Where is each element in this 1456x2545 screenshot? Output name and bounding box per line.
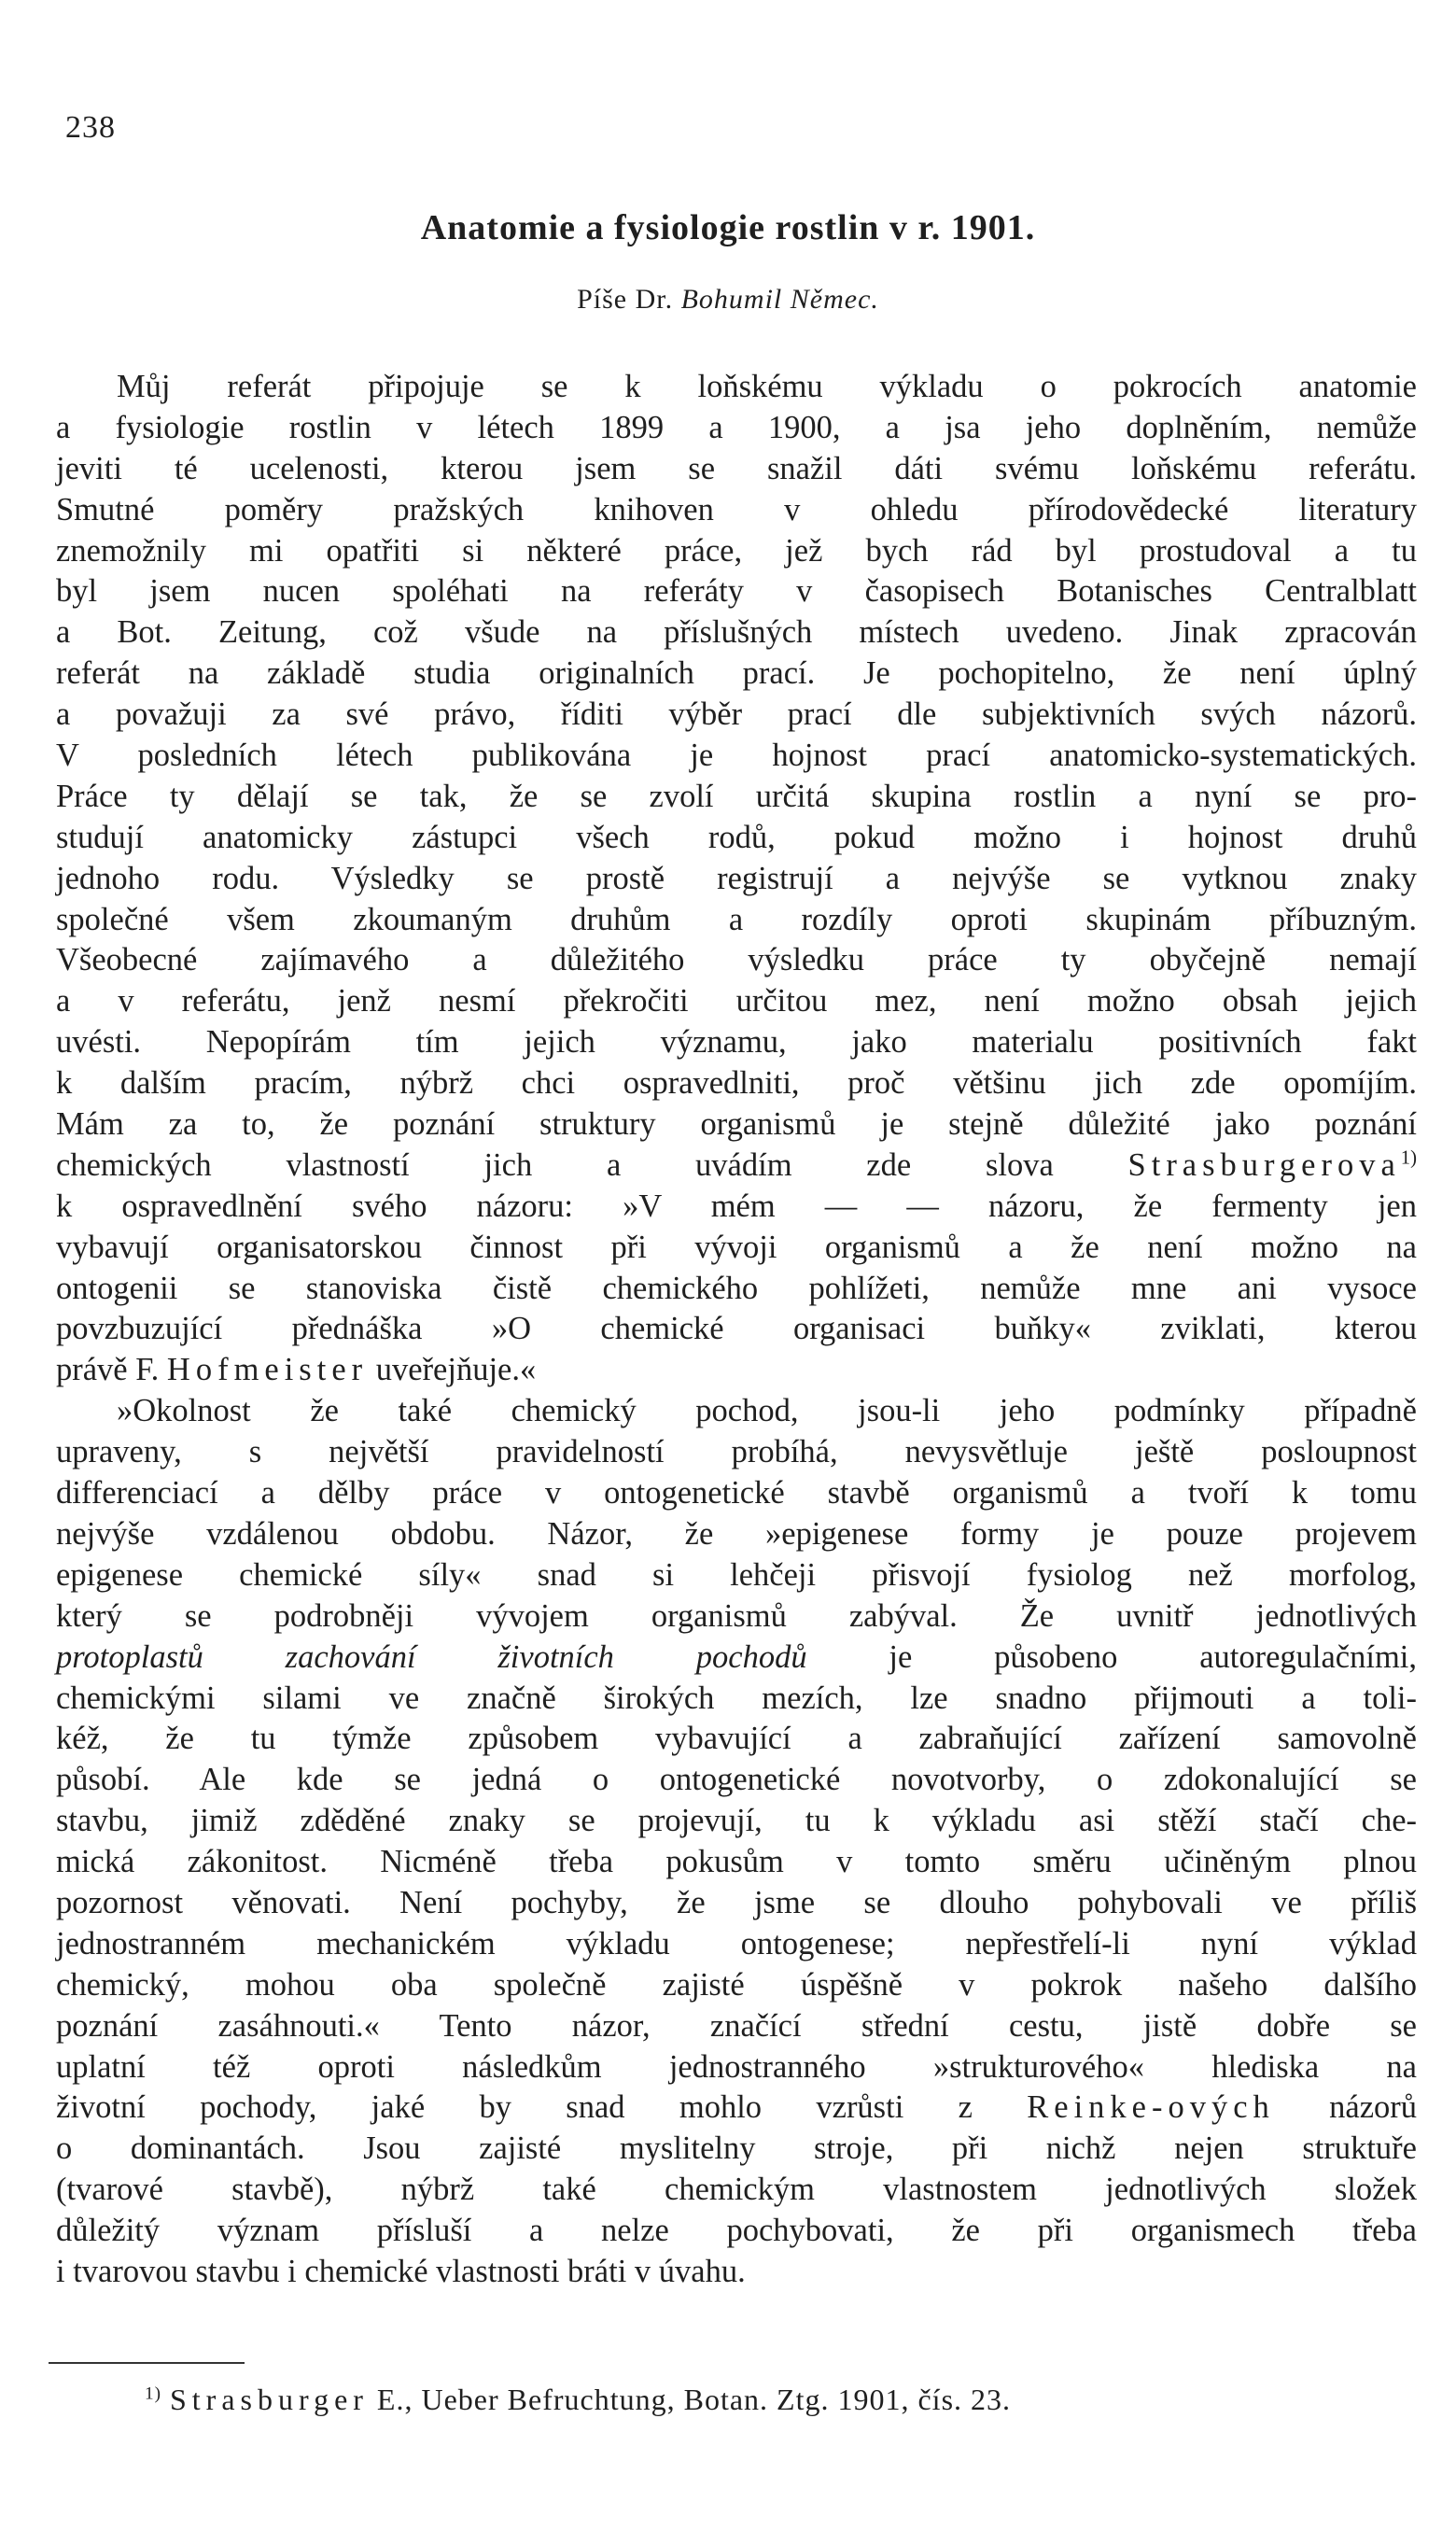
text-line: (tvarové stavbě), nýbrž také chemickým vlastnostem jednotlivých složek (56, 2172, 1417, 2208)
text-line: referát na základě studia originalních prací. Je pochopitelno, že není úplný (56, 655, 1417, 692)
text-line: epigenese chemické síly« snad si lehčeji přisvojí fysiolog než morfolog, (56, 1556, 1417, 1593)
author-reference: Strasburgerova (1127, 1146, 1401, 1183)
text-line: upraveny, s největší pravidelností probíhá, nevysvětluje ještě posloupnost (56, 1434, 1417, 1470)
text-line: k ospravedlnění svého názoru: »V mém — — názoru, že fermenty jen (56, 1188, 1417, 1224)
byline (0, 284, 1456, 316)
footnote-marker: 1) (145, 2383, 161, 2404)
text-line (56, 1146, 1417, 1187)
text-line: studují anatomicky zástupci všech rodů, pokud možno i hojnost druhů (56, 819, 1417, 855)
text-line: o dominantách. Jsou zajisté myslitelny stroje, při nichž nejen struktuře (56, 2130, 1417, 2167)
text-line: kéž, že tu týmže způsobem vybavující a zabraňující zařízení samovolně (56, 1721, 1417, 1757)
line-segment: názorů (1329, 2089, 1418, 2126)
text-line: a považuji za své právo, říditi výběr prací dle subjektivních svých názorů. (56, 696, 1417, 733)
text-line: znemožnily mi opatřiti si některé práce, jež bych rád byl prostudoval a tu (56, 532, 1417, 569)
text-line: a v referátu, jenž nesmí překročiti určitou mez, není možno obsah jejich (56, 983, 1417, 1019)
line-segment: životní pochody, jaké by snad mohlo vzrůsti z (56, 2089, 973, 2126)
author-reference: Strasburger (169, 2383, 369, 2416)
line-segment: právě F. (56, 1352, 160, 1388)
text-line: nejvýše vzdálenou obdobu. Názor, že »epigenese formy je pouze projevem (56, 1515, 1417, 1552)
text-line (56, 1638, 1417, 1679)
footnote-marker: 1) (1400, 1147, 1418, 1169)
page-number: 238 (65, 110, 116, 145)
italic-segment: protoplastů zachování životních pochodů (56, 1638, 807, 1675)
text-line (56, 2088, 1417, 2129)
text-line: působí. Ale kde se jedná o ontogenetické novotvorby, o zdokonalující se (56, 1762, 1417, 1798)
byline-prefix: Píše Dr. (577, 284, 674, 315)
text-line: stavbu, jimiž zděděné znaky se projevují, tu k výkladu asi stěží stačí che- (56, 1803, 1417, 1839)
author-name: Bohumil Němec. (680, 284, 879, 315)
line-segment: uveřejňuje.« (375, 1352, 537, 1388)
text-line: důležitý význam přísluší a nelze pochybovati, že při organismech třeba (56, 2213, 1417, 2249)
author-reference: Hofmeister (166, 1352, 369, 1388)
text-line: uvésti. Nepopírám tím jejich významu, jako materialu positivních fakt (56, 1024, 1417, 1061)
text-line: chemickými silami ve značně širokých mezích, lze snadno přijmouti a toli- (56, 1680, 1417, 1716)
text-line: pozornost věnovati. Není pochyby, že jsme se dlouho pohybovali ve příliš (56, 1884, 1417, 1920)
paragraph-1 (56, 367, 1417, 1391)
text-line: jednostranném mechanickém výkladu ontogenese; nepřestřelí-li nyní výklad (56, 1925, 1417, 1961)
text-line: který se podrobněji vývojem organismů zabýval. Že uvnitř jednotlivých (56, 1597, 1417, 1634)
footnote (145, 2383, 1011, 2417)
text-line: Můj referát připojuje se k loňskému výkladu o pokrocích anatomie (117, 369, 1417, 404)
footnote-text: E., Ueber Befruchtung, Botan. Ztg. 1901, čís. 23. (376, 2383, 1012, 2416)
text-line: i tvarovou stavbu i chemické vlastnosti bráti v úvahu. (56, 2253, 746, 2289)
article-title: Anatomie a fysiologie rostlin v r. 1901. (420, 208, 1036, 247)
article-body (56, 367, 1417, 2293)
line-segment: je působeno autoregulačními, (889, 1638, 1417, 1675)
text-line: »Okolnost že také chemický pochod, jsou-li jeho podmínky případně (117, 1393, 1417, 1429)
paragraph-2 (56, 1391, 1417, 2293)
text-line: společné všem zkoumaným druhům a rozdíly oproti skupinám příbuzným. (56, 901, 1417, 937)
line-segment: chemických vlastností jich a uvádím zde slova (56, 1146, 1054, 1183)
text-line: Práce ty dělají se tak, že se zvolí určitá skupina rostlin a nyní se pro- (56, 778, 1417, 814)
text-line: k dalším pracím, nýbrž chci ospravedlniti, proč většinu jich zde opomíjím. (56, 1065, 1417, 1102)
text-line (56, 1350, 1417, 1391)
text-line: Všeobecné zajímavého a důležitého výsledku práce ty obyčejně nemají (56, 942, 1417, 978)
text-line: uplatní též oproti následkům jednostranného »strukturového« hlediska na (56, 2048, 1417, 2085)
text-line: vybavují organisatorskou činnost při vývoji organismů a že není možno na (56, 1229, 1417, 1265)
footnote-divider (49, 2362, 245, 2364)
text-line: poznání zasáhnouti.« Tento názor, značící střední cestu, jistě dobře se (56, 2007, 1417, 2044)
text-line: a fysiologie rostlin v létech 1899 a 1900, a jsa jeho doplněním, nemůže (56, 409, 1417, 445)
text-line: povzbuzující přednáška »O chemické organisaci buňky« zviklati, kterou (56, 1311, 1417, 1347)
text-line: jeviti té ucelenosti, kterou jsem se snažil dáti svému loňskému referátu. (56, 450, 1417, 486)
text-line: a Bot. Zeitung, což všude na příslušných místech uvedeno. Jinak zpracován (56, 614, 1417, 651)
text-line: V posledních létech publikována je hojnost prací anatomicko-systematických. (56, 738, 1417, 774)
text-line: differenciací a dělby práce v ontogenetické stavbě organismů a tvoří k tomu (56, 1475, 1417, 1512)
text-line: Smutné poměry pražských knihoven v ohledu přírodovědecké literatury (56, 491, 1417, 527)
text-line: Mám za to, že poznání struktury organismů je stejně důležité jako poznání (56, 1106, 1417, 1143)
text-line: byl jsem nucen spoléhati na referáty v časopisech Botanisches Centralblatt (56, 573, 1417, 610)
text-line: ontogenii se stanoviska čistě chemického pohlížeti, nemůže mne ani vysoce (56, 1270, 1417, 1306)
text-line: jednoho rodu. Výsledky se prostě registrují a nejvýše se vytknou znaky (56, 860, 1417, 896)
text-line: chemický, mohou oba společně zajisté úspěšně v pokrok našeho dalšího (56, 1966, 1417, 2003)
author-reference: Reinke-ových (1027, 2089, 1275, 2126)
text-line: mická zákonitost. Nicméně třeba pokusům v tomto směru učiněným plnou (56, 1844, 1417, 1880)
